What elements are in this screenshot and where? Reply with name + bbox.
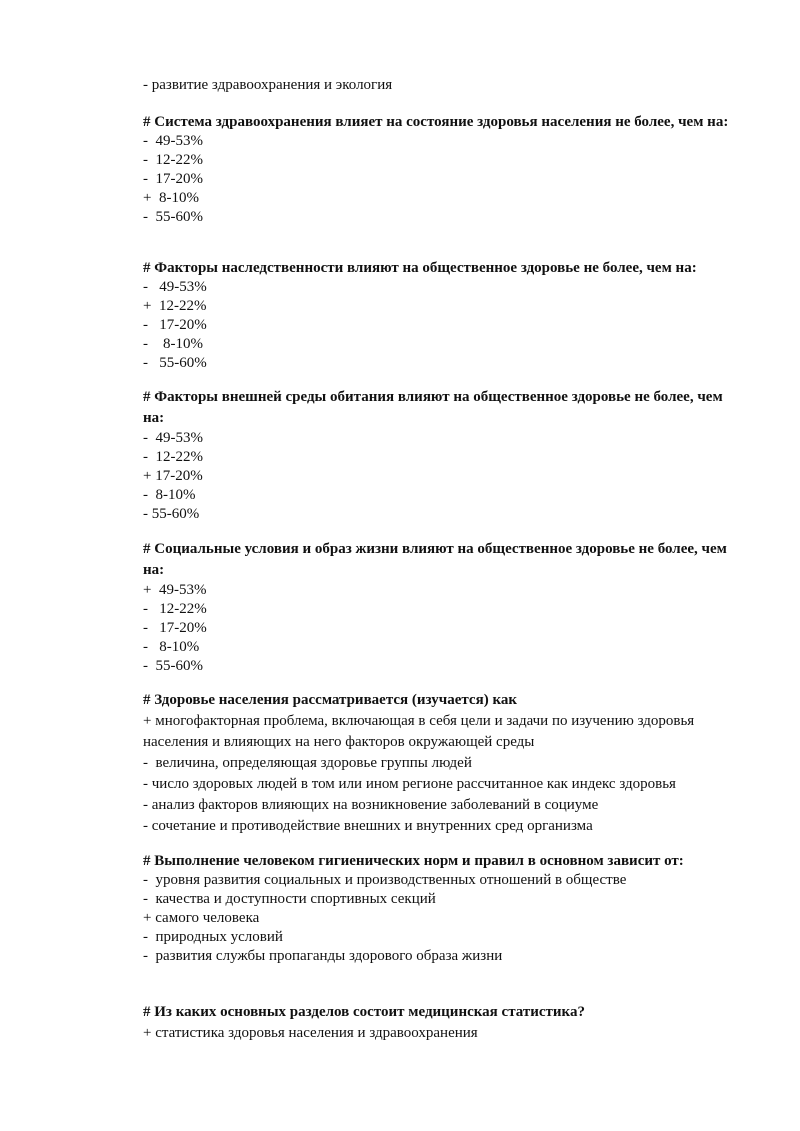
question-block-7 [143,1002,743,1044]
answer-option: - 55-60% [143,658,203,674]
question-block-2 [143,259,743,373]
question-text: # Здоровье населения рассматривается (изучается) как [143,692,518,708]
answer-option: - 8-10% [143,487,196,503]
question-block-1 [143,113,743,227]
answer-option: + 17-20% [143,468,203,484]
answer-option: - 8-10% [143,639,200,655]
answer-option: - природных условий [143,929,283,945]
answer-option: - 49-53% [143,430,203,446]
answer-option: + статистика здоровья населения и здравоохранения [143,1025,478,1041]
answer-option: - уровня развития социальных и производственных отношений в обществе [143,872,627,888]
answer-option: - 49-53% [143,133,203,149]
answer-option: - развития службы пропаганды здорового образа жизни [143,948,503,964]
question-text: # Система здравоохранения влияет на состояние здоровья населения не более, чем на: [143,114,729,130]
answer-option: - качества и доступности спортивных секций [143,891,436,907]
answer-option: - 55-60% [143,355,207,371]
question-block-6 [143,852,743,966]
question-text: # Факторы внешней среды обитания влияют на общественное здоровье не более, чем на: [143,389,723,426]
question-text: # Выполнение человеком гигиенических норм и правил в основном зависит от: [143,853,684,869]
question-text: # Факторы наследственности влияют на общественное здоровье не более, чем на: [143,260,697,276]
answer-option: + самого человека [143,910,260,926]
answer-option: - 8-10% [143,336,203,352]
answer-option: - 55-60% [143,209,203,225]
question-text: # Из каких основных разделов состоит медицинская статистика? [143,1004,585,1020]
answer-option: - величина, определяющая здоровье группы людей [143,755,472,771]
answer-option: - 17-20% [143,317,207,333]
answer-option: + 12-22% [143,298,207,314]
answer-option: - 55-60% [143,506,200,522]
question-block-3 [143,387,743,524]
answer-option: + многофакторная проблема, включающая в себя цели и задачи по изучению здоровья населения и влияющих на него факторов окружающей среды [143,713,695,750]
answer-option: + 49-53% [143,582,207,598]
answer-option: - сочетание и противодействие внешних и внутренних сред организма [143,818,593,834]
answer-option: - число здоровых людей в том или ином регионе рассчитанное как индекс здоровья [143,776,676,792]
answer-option: - 12-22% [143,449,203,465]
intro-line: - развитие здравоохранения и экология [143,77,393,93]
question-block-4 [143,539,743,676]
answer-option: - 17-20% [143,171,203,187]
answer-option: - 49-53% [143,279,207,295]
answer-option: - 17-20% [143,620,207,636]
answer-option: - 12-22% [143,601,207,617]
question-text: # Социальные условия и образ жизни влияют на общественное здоровье не более, чем на: [143,541,727,578]
answer-option: - анализ факторов влияющих на возникновение заболеваний в социуме [143,797,599,813]
answer-option: + 8-10% [143,190,199,206]
answer-option: - 12-22% [143,152,203,168]
question-block-5 [143,690,743,837]
